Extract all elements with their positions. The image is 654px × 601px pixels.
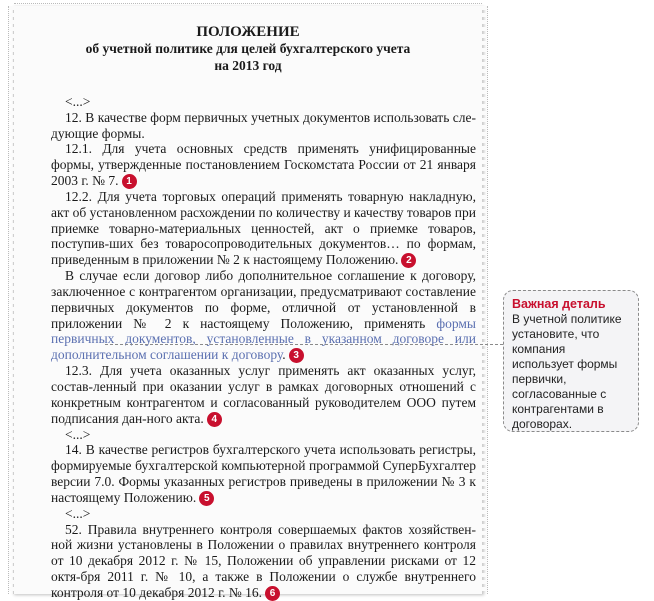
document-subtitle: об учетной политике для целей бухгалтерского учета	[85, 41, 411, 56]
document-title: ПОЛОЖЕНИЕ	[196, 24, 300, 40]
marker-badge: 3	[289, 348, 304, 363]
torn-edge-left	[8, 6, 15, 594]
torn-edge-top	[14, 3, 482, 7]
paragraph-14: 14. В качестве регистров бухгалтерского учета использовать регистры, формируемые бухгалтерской компьютерной программой СуперБухгалтер версии 7.0. Формы указанных регистров приведены в приложении № 3 к настоящему Положению. 5	[51, 442, 476, 505]
callout-title: Важная деталь	[512, 297, 606, 311]
paragraph-12-3: 12.3. Для учета оказанных услуг применять акт оказанных услуг, состав-ленный при оказании услуг в рамках договорных отношений с конкретным контрагентом и согласованный руководителем ООО путем подписания дан-ного акта. 4	[51, 363, 476, 426]
callout-box	[503, 290, 639, 432]
ellipsis: <...>	[65, 505, 91, 521]
paragraph-52: 52. Правила внутреннего контроля совершаемых фактов хозяйствен-ной жизни установлены в Положении о правилах внутреннего контроля от 10 декабря 2012 г. № 15, Положении об управлении рисками от 12 октя-бря 2011 г. № 10, а также в Положении о службе внутреннего контроля от 10 декабря 2012 г. № 16. 6	[51, 521, 476, 600]
marker-badge: 5	[199, 491, 214, 506]
callout-connector	[105, 344, 503, 345]
paragraph-12-1: 12.1. Для учета основных средств применять унифицированные формы, утвержденные постановлением Госкомстата России от 21 января 2003 г. № 7. 1	[51, 141, 476, 188]
ellipsis: <...>	[65, 426, 91, 442]
torn-edge-right	[481, 6, 488, 594]
marker-badge: 1	[122, 174, 137, 189]
paragraph-12-2: 12.2. Для учета торговых операций применять товарную накладную, акт об установленном расхождении по количеству и качеству товаров при приемке товарно-материальных ценностей, акт о приемке товаров, поступив-ших без товаросопроводительных документов… по формам, приведенным в приложении № 2 к настоящему Положению. 2	[51, 188, 477, 268]
callout-text: В учетной политике установите, что компания использует формы первички, согласованные с контрагентами в договорах.	[512, 312, 622, 431]
marker-badge: 2	[401, 253, 416, 268]
document-body	[51, 94, 476, 601]
highlighted-phrase: формы первичных документов, установленные в указанном договоре или дополнительном соглашении к договору	[51, 315, 476, 363]
ellipsis: <...>	[65, 94, 91, 109]
marker-badge: 4	[207, 412, 222, 427]
document-year: на 2013 год	[214, 58, 282, 73]
document-sheet	[13, 6, 483, 600]
marker-badge: 6	[265, 586, 280, 601]
paragraph-12: 12. В качестве форм первичных учетных документов использовать сле-дующие формы.	[51, 109, 476, 141]
paragraph-contract-case: В случае если договор либо дополнительное соглашение к договору, заключенное с контрагентом организации, предусматривают составление первичных документов по форме, отличной от установленной в приложении № 2 к настоящему Положению, применять формы первичных документов, установленные в указанном договоре или дополнительном соглашении к договору. 3	[51, 268, 476, 363]
